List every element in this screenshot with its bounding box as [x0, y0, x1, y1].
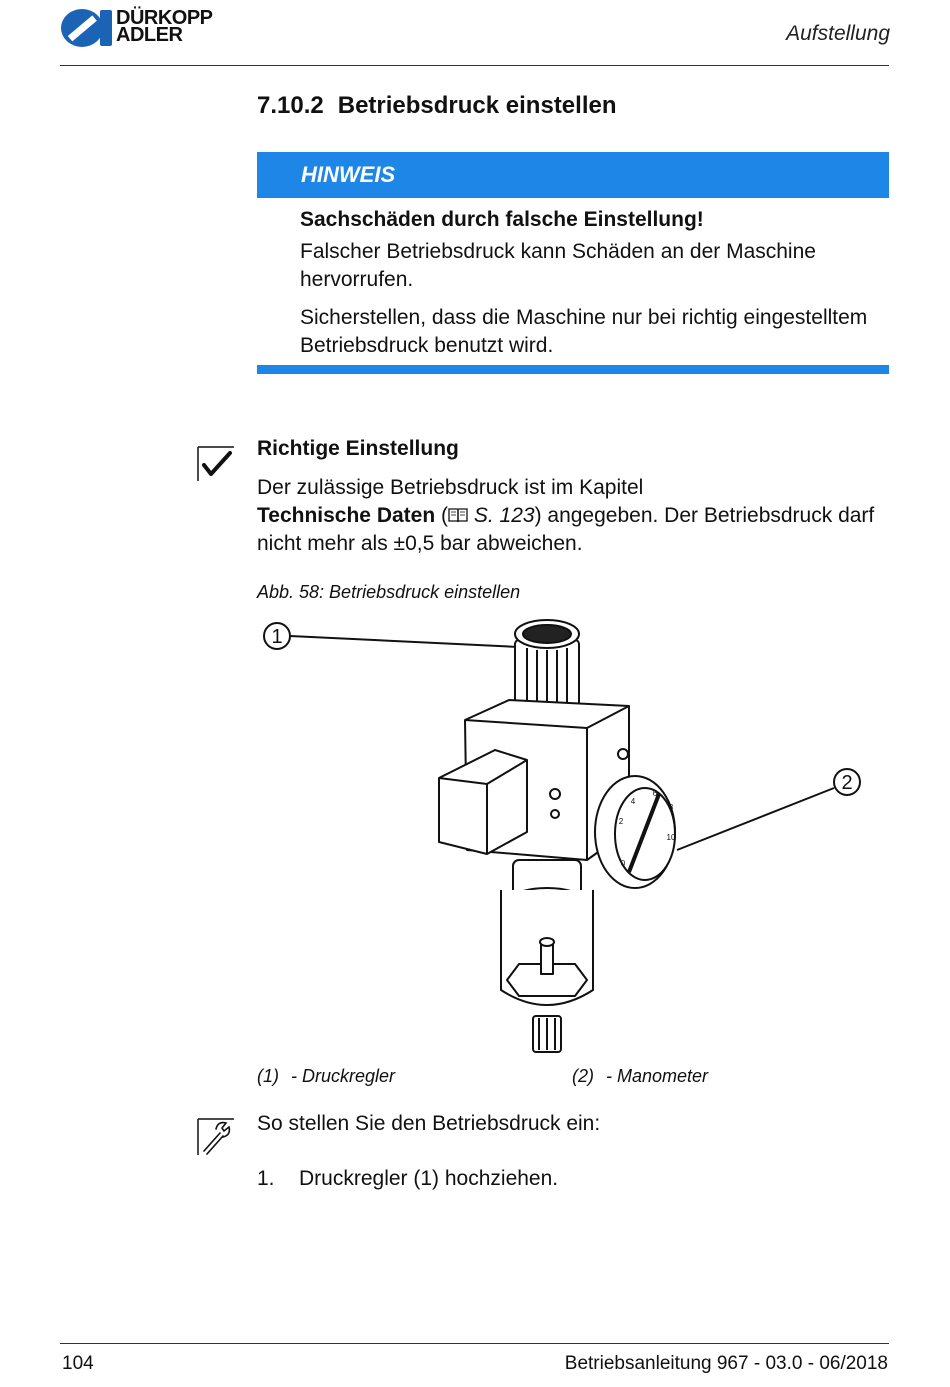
legend-item-druckregler [257, 1066, 395, 1087]
notice-text-2: Sicherstellen, dass die Maschine nur bei richtig eingestelltem Betriebsdruck benutzt wird. [300, 306, 868, 357]
notice-header-bar [257, 152, 889, 198]
gauge-tick-6: 6 [652, 789, 658, 798]
callout-2-label: 2 [841, 772, 853, 794]
header-section-name: Aufstellung [786, 22, 890, 45]
correct-text-post: ) angegeben. Der Betriebsdruck darf nicht mehr als ±0,5 bar abweichen. [257, 504, 875, 555]
section-heading: Betriebsdruck einstellen [337, 92, 617, 119]
header-divider [60, 65, 889, 66]
gauge-tick-4: 4 [630, 797, 636, 806]
logo-text [116, 7, 213, 46]
gauge-tick-0: 0 [620, 859, 626, 868]
notice-label: HINWEIS [301, 162, 396, 187]
footer-divider [60, 1343, 889, 1344]
correct-setting-title: Richtige Einstellung [257, 437, 459, 460]
book-icon [448, 507, 468, 523]
section-number: 7.10.2 [257, 92, 324, 119]
step-item [257, 1167, 558, 1191]
gauge-tick-8: 8 [668, 803, 674, 812]
legend-2-label: - Manometer [606, 1066, 709, 1086]
steps-intro: So stellen Sie den Betriebsdruck ein: [257, 1112, 601, 1135]
section-title [257, 92, 617, 120]
gauge-tick-10: 10 [666, 833, 676, 842]
notice-bottom-bar [257, 365, 889, 374]
paren-open: ( [435, 504, 448, 527]
notice-body [300, 206, 880, 370]
legend-item-manometer [572, 1066, 708, 1087]
correct-text-pre: Der zulässige Betriebsdruck ist im Kapitel [257, 476, 644, 499]
page-number: 104 [62, 1353, 94, 1374]
document-reference: Betriebsanleitung 967 - 03.0 - 06/2018 [564, 1353, 888, 1374]
page-reference-link[interactable]: S. 123 [473, 504, 535, 527]
step-text: Druckregler (1) hochziehen. [299, 1167, 559, 1190]
technical-data-link[interactable]: Technische Daten [257, 504, 436, 527]
legend-2-number: (2) [572, 1066, 594, 1086]
figure-caption: Abb. 58: Betriebsdruck einstellen [257, 582, 521, 602]
company-logo [60, 8, 230, 50]
legend-1-label: - Druckregler [291, 1066, 396, 1086]
wrench-icon [196, 1117, 236, 1157]
logo-line2: ADLER [116, 24, 183, 46]
legend-1-number: (1) [257, 1066, 279, 1086]
gauge-tick-2: 2 [618, 817, 624, 826]
step-number: 1. [257, 1167, 275, 1190]
logo-line1: DÜRKOPP [116, 7, 213, 29]
callout-1-label: 1 [271, 626, 283, 648]
logo-mark-icon [60, 8, 114, 48]
notice-text-1: Falscher Betriebsdruck kann Schäden an der Maschine hervorrufen. [300, 240, 816, 291]
pressure-regulator-illustration [257, 610, 887, 1060]
correct-setting-text [257, 474, 887, 558]
notice-heading: Sachschäden durch falsche Einstellung! [300, 208, 704, 231]
checkmark-icon [196, 445, 236, 483]
